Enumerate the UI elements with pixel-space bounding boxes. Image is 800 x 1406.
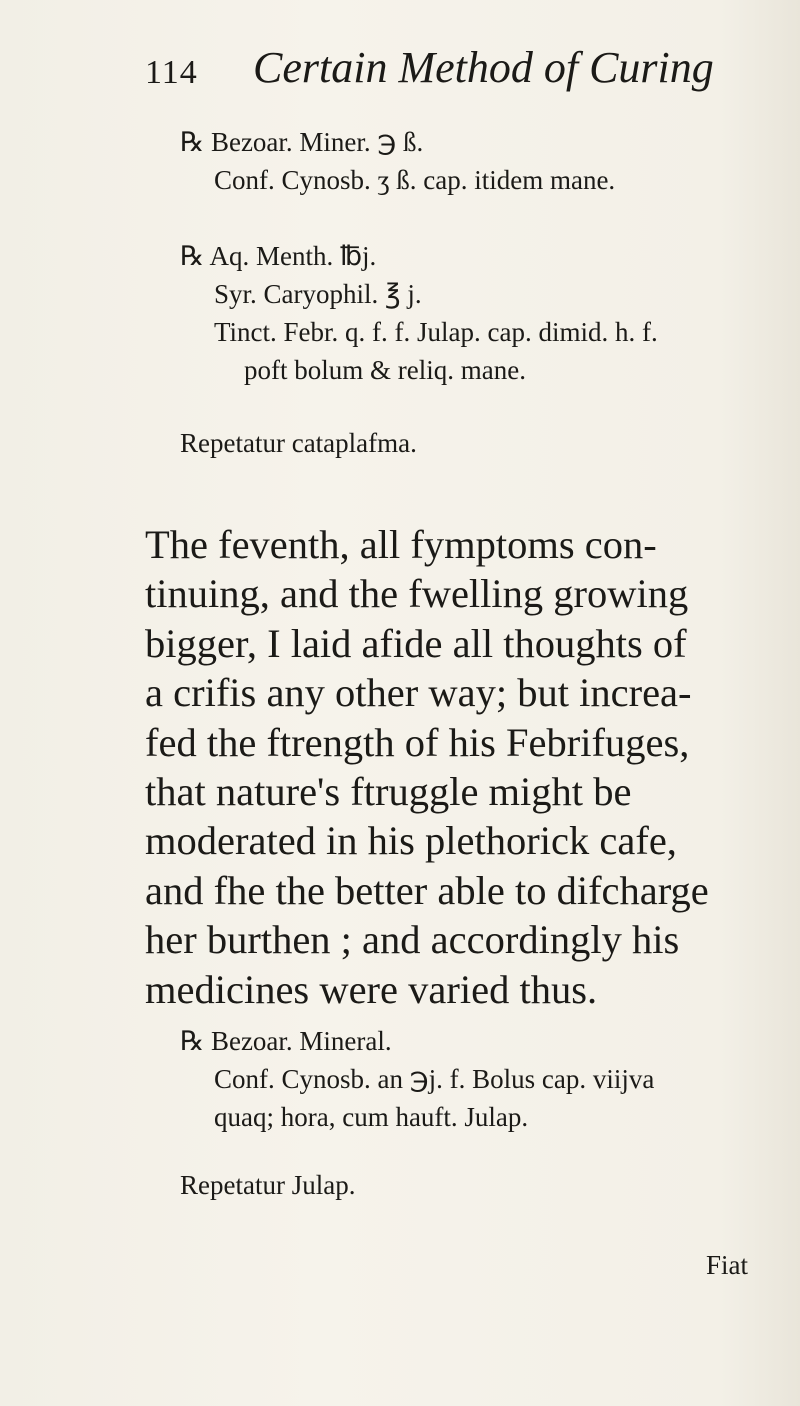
prescription-3: [180, 1022, 654, 1136]
catchword: Fiat: [706, 1250, 749, 1280]
prescription-line: Conf. Cynosb. an ℈j. f. Bolus cap. viijva: [214, 1064, 655, 1094]
paragraph-line: a crifis any other way; but increa-: [145, 670, 692, 716]
prescription-line: poft bolum & reliq. mane.: [244, 355, 526, 385]
paragraph-line: tinuing, and the fwelling growing: [145, 571, 689, 617]
prescription-1: [180, 123, 615, 199]
paragraph-line: The feventh, all fymptoms con-: [145, 522, 657, 567]
paragraph-line: her burthen ; and accordingly his: [145, 917, 680, 963]
paragraph-line: that nature's ftruggle might be: [145, 769, 632, 815]
prescription-line: ℞ Bezoar. Mineral.: [180, 1026, 392, 1056]
prescription-line: ℞ Bezoar. Miner. ℈ ß.: [180, 127, 424, 157]
paragraph-line: moderated in his plethorick cafe,: [145, 818, 677, 864]
repetatur-note: Repetatur cataplafma.: [180, 428, 417, 458]
main-paragraph: [145, 520, 765, 1014]
repetatur-note: Repetatur Julap.: [180, 1170, 356, 1200]
prescription-2: [180, 237, 658, 389]
paragraph-line: and fhe the better able to difcharge: [145, 867, 709, 913]
prescription-line: quaq; hora, cum hauft. Julap.: [214, 1102, 529, 1132]
paragraph-line: medicines were varied thus.: [145, 966, 598, 1012]
prescription-line: ℞ Aq. Menth. ℔j.: [180, 241, 377, 271]
prescription-line: Tinct. Febr. q. f. f. Julap. cap. dimid. h. f.: [214, 317, 658, 347]
running-head: Certain Method of Curing: [253, 43, 714, 92]
prescription-line: Syr. Caryophil. ℥ j.: [214, 279, 422, 309]
paragraph-line: fed the ftrength of his Febrifuges,: [145, 719, 690, 765]
page-header: [145, 42, 714, 102]
page-number: 114: [145, 54, 198, 91]
paragraph-line: bigger, I laid afide all thoughts of: [145, 620, 687, 666]
prescription-line: Conf. Cynosb. ʒ ß. cap. itidem mane.: [214, 165, 616, 195]
